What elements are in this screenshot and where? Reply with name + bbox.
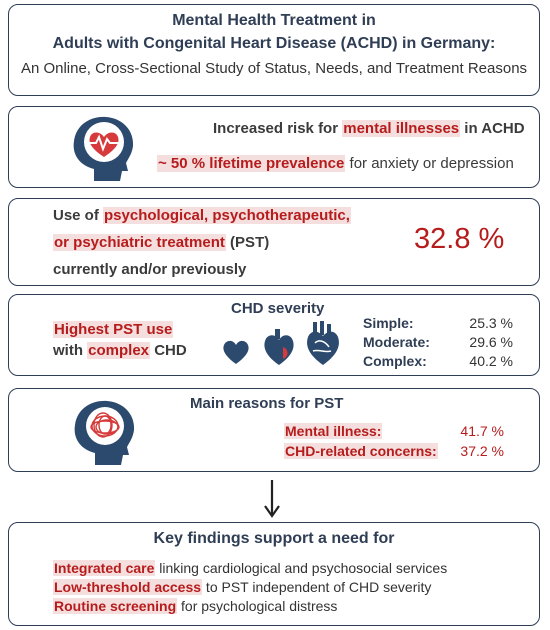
reasons-box — [8, 388, 540, 472]
finding-3 — [53, 598, 337, 614]
risk-text-prevalence: for anxiety or depression — [345, 155, 514, 172]
risk-line-1 — [213, 120, 525, 137]
severity-value: 29.6 % — [469, 334, 513, 350]
reason-label: CHD-related concerns: — [285, 443, 437, 459]
severity-row-moderate — [363, 334, 513, 350]
risk-highlight-mental-illnesses: mental illnesses — [343, 120, 460, 137]
severity-text-c: CHD — [150, 342, 187, 359]
complex-heart-icon — [303, 321, 343, 367]
severity-highlight-1: Highest PST use — [54, 321, 173, 338]
finding-text: linking cardiological and psychosocial services — [155, 560, 448, 576]
reason-row-chd — [284, 443, 504, 459]
finding-1 — [53, 560, 447, 576]
finding-text: to PST independent of CHD severity — [202, 579, 432, 595]
severity-highlight-complex: complex — [88, 342, 150, 359]
severity-label: Simple: — [363, 315, 414, 331]
pst-line-1 — [53, 207, 351, 224]
finding-text: for psychological distress — [177, 598, 338, 614]
risk-line-2 — [157, 155, 514, 172]
findings-box — [8, 522, 540, 626]
title-line-2: Adults with Congenital Heart Disease (ACHD) in Germany: — [52, 35, 496, 52]
risk-highlight-prevalence: ~ 50 % lifetime prevalence — [158, 155, 345, 172]
pst-box — [8, 198, 540, 286]
reason-value: 41.7 % — [460, 423, 504, 439]
severity-row-simple — [363, 315, 513, 331]
simple-heart-icon — [221, 337, 251, 367]
risk-box — [8, 106, 540, 188]
pst-text-a: Use of — [53, 207, 104, 224]
title-line-1: Mental Health Treatment in — [172, 12, 376, 29]
finding-highlight: Routine screening — [54, 598, 177, 614]
severity-value: 25.3 % — [469, 315, 513, 331]
severity-title: CHD severity — [231, 300, 325, 317]
pst-line-3: currently and/or previously — [53, 261, 247, 278]
severity-label: Moderate: — [363, 334, 430, 350]
pst-text-b: (PST) — [225, 234, 270, 251]
severity-row-complex — [363, 353, 513, 369]
risk-text-a: Increased risk for — [213, 120, 343, 137]
head-heartbeat-icon — [64, 113, 140, 183]
title-box — [8, 4, 540, 96]
pst-highlight-2: or psychiatric treatment — [54, 234, 225, 251]
reason-label: Mental illness: — [285, 423, 382, 439]
risk-text-c: in ACHD — [460, 120, 525, 137]
severity-text-a: with — [53, 342, 88, 359]
reason-value: 37.2 % — [460, 443, 504, 459]
finding-2 — [53, 579, 431, 595]
subtitle: An Online, Cross-Sectional Study of Status, Needs, and Treatment Reasons — [20, 60, 528, 77]
reasons-title: Main reasons for PST — [190, 395, 344, 412]
finding-highlight: Low-threshold access — [54, 579, 202, 595]
severity-box — [8, 294, 540, 376]
finding-highlight: Integrated care — [54, 560, 155, 576]
severity-line-1 — [53, 321, 173, 338]
pst-line-2 — [53, 234, 269, 251]
reason-row-mental — [284, 423, 504, 439]
severity-line-2 — [53, 342, 187, 359]
head-tangle-icon — [67, 397, 139, 467]
severity-label: Complex: — [363, 353, 427, 369]
moderate-heart-icon — [261, 329, 297, 367]
severity-value: 40.2 % — [469, 353, 513, 369]
findings-title: Key findings support a need for — [153, 530, 395, 547]
pst-highlight-1: psychological, psychotherapeutic, — [104, 207, 350, 224]
down-arrow-icon — [262, 478, 282, 520]
pst-percentage: 32.8 % — [414, 223, 505, 255]
